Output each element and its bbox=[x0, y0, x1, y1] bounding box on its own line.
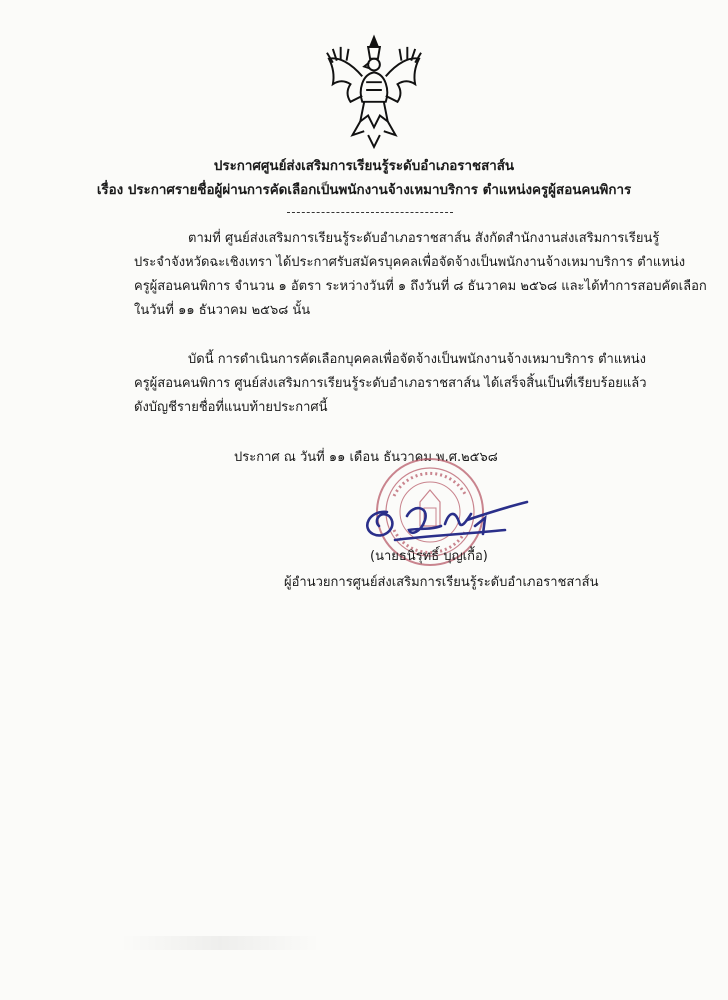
paragraph-line: ตามที่ ศูนย์ส่งเสริมการเรียนรู้ระดับอำเภอราชสาส์น สังกัดสำนักงานส่งเสริมการเรียนรู้ bbox=[188, 231, 660, 246]
signer-name: (นายธนิรุทธิ์ บุญเกื้อ) bbox=[370, 549, 488, 564]
paragraph-line: ประจำจังหวัดฉะเชิงเทรา ได้ประกาศรับสมัครบุคคลเพื่อจัดจ้างเป็นพนักงานจ้างเหมาบริการ ตำแหน่ง bbox=[134, 255, 686, 270]
paragraph-line: ครูผู้สอนคนพิการ ศูนย์ส่งเสริมการเรียนรู้ระดับอำเภอราชสาส์น ได้เสร็จสิ้นเป็นที่เรียบร้อยแล้ว bbox=[134, 376, 647, 391]
scan-smudge bbox=[120, 936, 320, 950]
announcement-date: ประกาศ ณ วันที่ ๑๑ เดือน ธันวาคม พ.ศ.๒๕๖๘ bbox=[234, 450, 498, 465]
document-subject: เรื่อง ประกาศรายชื่อผู้ผ่านการคัดเลือกเป็นพนักงานจ้างเหมาบริการ ตำแหน่งครูผู้สอนคนพิการ bbox=[96, 183, 632, 198]
signer-title: ผู้อำนวยการศูนย์ส่งเสริมการเรียนรู้ระดับอำเภอราชสาส์น bbox=[284, 575, 599, 590]
paragraph-line: ดังบัญชีรายชื่อที่แนบท้ายประกาศนี้ bbox=[134, 400, 328, 415]
garuda-emblem-icon bbox=[325, 33, 423, 151]
document-title: ประกาศศูนย์ส่งเสริมการเรียนรู้ระดับอำเภอราชสาส์น bbox=[213, 159, 515, 174]
paragraph-line: ในวันที่ ๑๑ ธันวาคม ๒๕๖๘ นั้น bbox=[134, 303, 311, 318]
title-divider bbox=[287, 212, 453, 213]
signature-icon bbox=[355, 490, 530, 550]
paragraph-line: ครูผู้สอนคนพิการ จำนวน ๑ อัตรา ระหว่างวันที่ ๑ ถึงวันที่ ๘ ธันวาคม ๒๕๖๘ และได้ทำการสอบคัดเลือก bbox=[134, 279, 707, 294]
paragraph-line: บัดนี้ การดำเนินการคัดเลือกบุคคลเพื่อจัดจ้างเป็นพนักงานจ้างเหมาบริการ ตำแหน่ง bbox=[188, 352, 646, 367]
